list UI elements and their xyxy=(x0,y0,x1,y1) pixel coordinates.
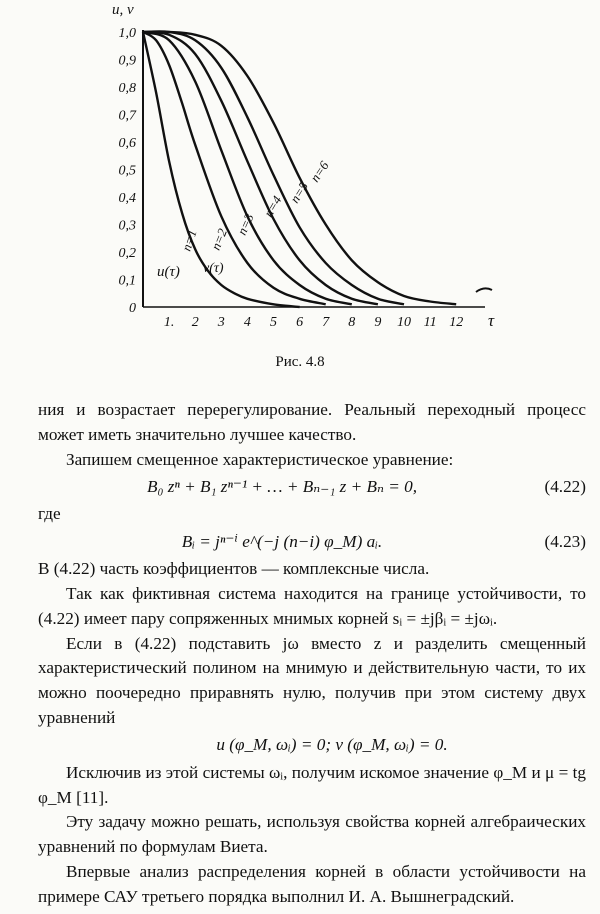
curves xyxy=(143,31,456,307)
y-tick-label: 0,7 xyxy=(118,108,136,124)
paragraph-2: Запишем смещенное характеристическое уравнение: xyxy=(66,449,454,469)
y-axis-label: u, v xyxy=(112,2,134,18)
paragraph-6: Исключив из этой системы ωᵢ, получим искомое значение φ_M и μ = tg φ_M [11]. xyxy=(38,762,586,807)
x-tick-label: 7 xyxy=(322,315,330,330)
y-tick-label: 0 xyxy=(129,301,136,316)
paragraph-5: Если в (4.22) подставить jω вместо z и разделить смещенный характеристический полином на мнимую и действительную части, то их можно поочередно приравнять нулю, получив при этом систему двух уравнений xyxy=(38,633,586,727)
equation-4-23 xyxy=(38,529,586,555)
paragraph-4: Так как фиктивная система находится на границе устойчивости, то (4.22) имеет пару сопряженных мнимых корней sᵢ = ±jβᵢ = ±jωᵢ. xyxy=(38,583,586,628)
x-tick-label: 1. xyxy=(163,315,175,330)
figure-caption: Рис. 4.8 xyxy=(275,354,325,370)
x-tick-label: 2 xyxy=(191,315,199,330)
body-text xyxy=(38,398,586,910)
equation-4-22-number: (4.22) xyxy=(544,476,586,496)
paragraph-3: В (4.22) часть коэффициентов — комплексные числа. xyxy=(38,559,430,579)
y-tick-label: 0,6 xyxy=(118,136,136,151)
x-tick-label: 3 xyxy=(217,315,225,330)
x-tick-label: 8 xyxy=(348,315,356,330)
equation-4-22 xyxy=(38,474,586,500)
equation-4-23-number: (4.23) xyxy=(544,531,586,551)
equation-4-23-body: Bᵢ = jⁿ⁻ⁱ e^(−j (n−i) φ_M) aᵢ. xyxy=(181,531,383,551)
y-tick-label: 0,1 xyxy=(118,273,136,289)
u-label: u(τ) xyxy=(157,264,180,280)
x-tick-label: 10 xyxy=(397,315,411,330)
x-tick-label: 6 xyxy=(296,315,304,330)
curve-label-n5: n=5 xyxy=(286,179,312,206)
equation-4-22-body: B₀ zⁿ + B₁ zⁿ⁻¹ + … + Bₙ₋₁ z + Bₙ = 0, xyxy=(146,476,418,496)
curve-label-n6: n=6 xyxy=(307,158,332,185)
y-tick-label: 0,2 xyxy=(118,246,136,261)
curve-label-n1: n=1 xyxy=(178,227,200,253)
curve-label-n2: n=2 xyxy=(207,226,230,253)
x-tick-label: 5 xyxy=(270,315,277,330)
dash-mark xyxy=(476,288,492,292)
paragraph-7: Эту задачу можно решать, используя свойства корней алгебраических уравнений по формулам Виета. xyxy=(38,812,586,857)
curve-n5 xyxy=(143,31,404,304)
x-axis-label: τ xyxy=(488,311,495,330)
y-tick-label: 0,3 xyxy=(118,218,136,234)
curve-label-n3: n=3 xyxy=(234,211,257,238)
y-tick-label: 0,4 xyxy=(118,191,136,206)
curve-label-n4: n=4 xyxy=(260,193,285,220)
y-tick-label: 0,5 xyxy=(118,163,136,179)
x-tick-label: 9 xyxy=(374,315,382,330)
x-tick-label: 11 xyxy=(423,315,437,330)
y-tick-label: 1,0 xyxy=(118,26,136,41)
y-tick-label: 0,8 xyxy=(118,81,136,96)
x-tick-label: 4 xyxy=(243,315,251,330)
where-label: где xyxy=(38,504,61,524)
paragraph-8: Впервые анализ распределения корней в области устойчивости на примере САУ третьего порядка выполнил И. А. Вышнеградский. xyxy=(38,861,586,906)
y-ticks xyxy=(119,26,138,316)
equation-system xyxy=(38,733,586,759)
y-tick-label: 0,9 xyxy=(118,53,136,69)
v-label: v(τ) xyxy=(203,261,224,276)
x-ticks xyxy=(164,315,463,330)
x-tick-label: 12 xyxy=(449,315,464,330)
figure-4-8 xyxy=(0,0,600,400)
equation-system-body: u (φ_M, ωᵢ) = 0; v (φ_M, ωᵢ) = 0. xyxy=(216,735,448,755)
paragraph-1: ния и возрастает перерегулирование. Реальный переходный процесс может иметь значительно лучшее качество. xyxy=(38,400,586,444)
